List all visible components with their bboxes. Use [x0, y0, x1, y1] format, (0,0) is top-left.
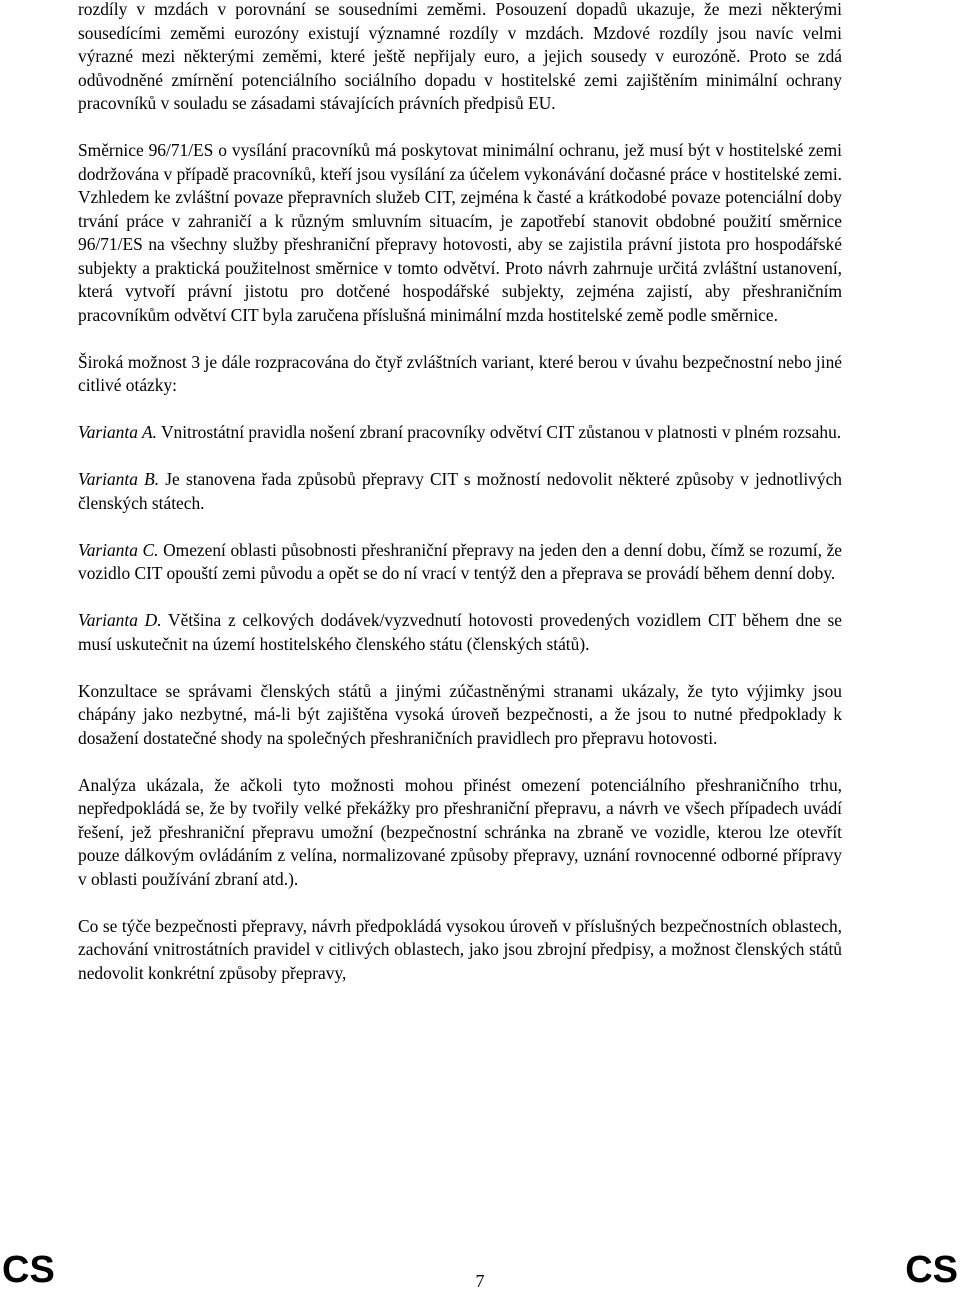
variant-d-label: Varianta D.	[78, 610, 162, 630]
document-body	[78, 0, 842, 985]
variant-c-label: Varianta C.	[78, 539, 159, 560]
variant-c-text: Omezení oblasti působnosti přeshraniční přepravy na jeden den a denní dobu, čímž se rozumí, že vozidlo CIT opouští zemi původu a opět se do ní vrací v tentýž den a přeprava se provádí během denní doby.	[78, 539, 843, 583]
paragraph-variant-d	[78, 609, 842, 656]
footer-language-code-right: CS	[905, 1249, 958, 1291]
paragraph-variant-c	[78, 539, 842, 586]
variant-a-text: Vnitrostátní pravidla nošení zbraní pracovníky odvětví CIT zůstanou v platnosti v plném rozsahu.	[156, 422, 842, 442]
paragraph-analysis: Analýza ukázala, že ačkoli tyto možnosti mohou přinést omezení potenciálního přeshraničního trhu, nepředpokládá se, že by tvořily velké překážky pro přeshraniční přepravu, a návrh ve všech případech uvádí řešení, jež přeshraniční přepravu umožní (bezpečnostní schránka na zbraně ve vozidle, kterou lze otevřít pouze dálkovým ovládáním z velína, normalizované způsoby přepravy, uznání rovnocenné odborné přípravy v oblasti používání zbraní atd.).	[78, 774, 842, 889]
variant-a-label: Varianta A.	[78, 422, 157, 442]
paragraph-transport-security: Co se týče bezpečnosti přepravy, návrh předpokládá vysokou úroveň v příslušných bezpečnostních oblastech, zachování vnitrostátních pravidel v citlivých oblastech, jako jsou zbrojní předpisy, a možnost členských států nedovolit konkrétní způsoby přepravy,	[78, 915, 842, 983]
variant-b-label: Varianta B.	[78, 469, 160, 489]
paragraph-consultation: Konzultace se správami členských států a jinými zúčastněnými stranami ukázaly, že tyto výjimky jsou chápány jako nezbytné, má-li být zajištěna vysoká úroveň bezpečnosti, a že jsou to nutné předpoklady k dosažení dostatečné shody na společných přeshraničních pravidlech pro přepravu hotovosti.	[78, 680, 842, 748]
variant-d-text: Většina z celkových dodávek/vyzvednutí hotovosti provedených vozidlem CIT během dne se musí uskutečnit na území hostitelského členského státu (členských států).	[78, 610, 842, 654]
footer-language-code-left: CS	[2, 1249, 55, 1291]
paragraph-wage-differences: rozdíly v mzdách v porovnání se sousedními zeměmi. Posouzení dopadů ukazuje, že mezi některými sousedícími zeměmi eurozóny existují významné rozdíly v mzdách. Mzdové rozdíly jsou navíc velmi výrazné mezi některými zeměmi, které ještě nepřijaly euro, a jejich sousedy v eurozóně. Proto se zdá odůvodněné zmírnění potenciálního sociálního dopadu v hostitelské zemi zajištěním minimální ochrany pracovníků v souladu se zásadami stávajících právních předpisů EU.	[78, 0, 842, 113]
page-number: 7	[475, 1271, 485, 1291]
paragraph-posting-directive: Směrnice 96/71/ES o vysílání pracovníků má poskytovat minimální ochranu, jež musí být v hostitelské zemi dodržována v případě pracovníků, kteří jsou vysílání za účelem vykonávání dočasné práce v hostitelské zemi. Vzhledem ke zvláštní povaze přepravních služeb CIT, zejména k časté a krátkodobé povaze potenciální doby trvání práce v zahraničí a k různým smluvním situacím, je zapotřebí stanovit obdobné použití směrnice 96/71/ES na všechny služby přeshraniční přepravy hotovosti, aby se zajistila právní jistota pro hospodářské subjekty a praktická použitelnost směrnice v tomto odvětví. Proto návrh zahrnuje určitá zvláštní ustanovení, která vytvoří právní jistotu pro dotčené hospodářské subjekty, zejména zajistí, aby přeshraničním pracovníkům odvětví CIT byla zaručena příslušná minimální mzda hostitelské země podle směrnice.	[78, 140, 842, 325]
paragraph-variant-a	[78, 421, 842, 445]
paragraph-variant-b	[78, 468, 842, 515]
variant-b-text: Je stanovena řada způsobů přepravy CIT s možností nedovolit některé způsoby v jednotlivých členských státech.	[78, 469, 842, 513]
paragraph-option-three: Široká možnost 3 je dále rozpracována do čtyř zvláštních variant, které berou v úvahu bezpečnostní nebo jiné citlivé otázky:	[78, 351, 842, 395]
